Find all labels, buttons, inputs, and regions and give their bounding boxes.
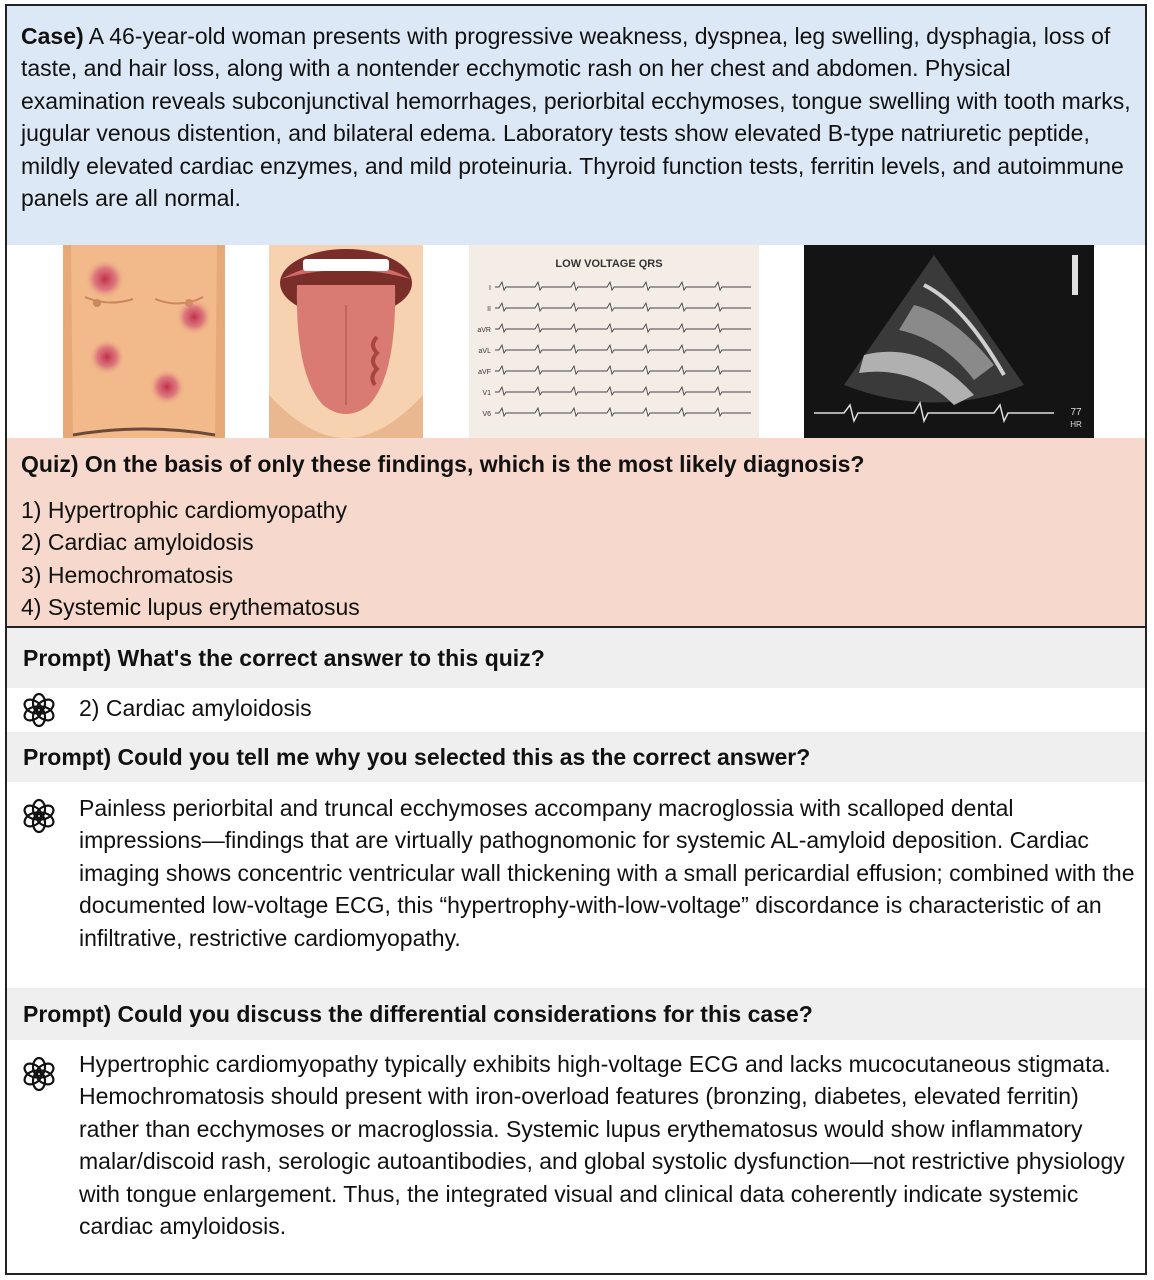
tongue-illustration xyxy=(269,245,423,438)
quiz-question: Quiz) On the basis of only these findings, which is the most likely diagnosis? xyxy=(21,451,865,477)
answer-2 xyxy=(7,782,1145,988)
case-label: Case) xyxy=(21,23,84,49)
quiz-section xyxy=(7,438,1145,626)
ecg-lead-label: V1 xyxy=(482,390,491,397)
answer-3-text: Hypertrophic cardiomyopathy typically exhibits high-voltage ECG and lacks mucocutaneous stigmata. Hemochromatosis should present with iron-overload features (bronzing, diabetes, elevated ferritin) rather than ecchymoses or macroglossia. Systemic lupus erythematosus would show inflammatory malar/discoid rash, serologic autoantibodies, and global systolic dysfunction—not restrictive physiology with tongue enlargement. Thus, the integrated visual and clinical data coherently indicate systemic cardiac amyloidosis. xyxy=(79,1051,1125,1240)
case-text: A 46-year-old woman presents with progressive weakness, dyspnea, leg swelling, dysphagia, loss of taste, and hair loss, along with a nontender ecchymotic rash on her chest and abdomen. Physical examination reveals subconjunctival hemorrhages, periorbital ecchymoses, tongue swelling with tooth marks, jugular venous distention, and bilateral edema. Laboratory tests show elevated B-type natriuretic peptide, mildly elevated cardiac enzymes, and mild proteinuria. Thyroid function tests, ferritin levels, and autoimmune panels are all normal. xyxy=(21,23,1131,212)
ecg-lead-label: aVL xyxy=(478,348,491,355)
answer-2-text: Painless periorbital and truncal ecchymoses accompany macroglossia with scalloped dental impressions—findings that are virtually pathognomonic for systemic AL-amyloid deposition. Cardiac imaging shows concentric ventricular wall thickening with a small pericardial effusion; combined with the documented low-voltage ECG, this “hypertrophy-with-low-voltage” discordance is characteristic of an infiltrative, restrictive cardiomyopathy. xyxy=(79,795,1135,951)
echo-hr-value: 77 xyxy=(1070,407,1082,418)
quiz-option: 1) Hypertrophic cardiomyopathy xyxy=(21,497,347,523)
ecg-lead-label: aVR xyxy=(477,327,491,334)
ecg-lead-label: aVF xyxy=(478,369,491,376)
ecg-lead-label: V6 xyxy=(482,411,491,418)
chatgpt-logo-icon xyxy=(19,1054,59,1094)
case-figure xyxy=(5,4,1147,1275)
quiz-option: 2) Cardiac amyloidosis xyxy=(21,529,254,556)
answer-1-text: 2) Cardiac amyloidosis xyxy=(79,695,312,721)
chatgpt-logo-icon xyxy=(19,690,59,730)
quiz-option: 3) Hemochromatosis xyxy=(21,561,234,588)
case-section xyxy=(7,6,1145,245)
torso-rash-illustration xyxy=(63,245,225,438)
prompt-1: Prompt) What's the correct answer to this quiz? xyxy=(7,628,1145,688)
ecg-title: LOW VOLTAGE QRS xyxy=(555,258,663,270)
answer-1 xyxy=(7,688,1145,732)
answer-3 xyxy=(7,1040,1145,1275)
image-strip xyxy=(7,245,1145,438)
ecg-lead-label: II xyxy=(487,306,491,313)
prompt-2: Prompt) Could you tell me why you selected this as the correct answer? xyxy=(7,732,1145,782)
ecg-lead-label: I xyxy=(489,285,491,292)
quiz-options xyxy=(21,494,1131,624)
quiz-option: 4) Systemic lupus erythematosus xyxy=(21,594,360,621)
ecg-illustration xyxy=(469,245,759,438)
prompt-3: Prompt) Could you discuss the differential considerations for this case? xyxy=(7,988,1145,1040)
chatgpt-logo-icon xyxy=(19,796,59,836)
echo-illustration xyxy=(804,245,1094,438)
echo-hr-unit: HR xyxy=(1070,420,1082,429)
